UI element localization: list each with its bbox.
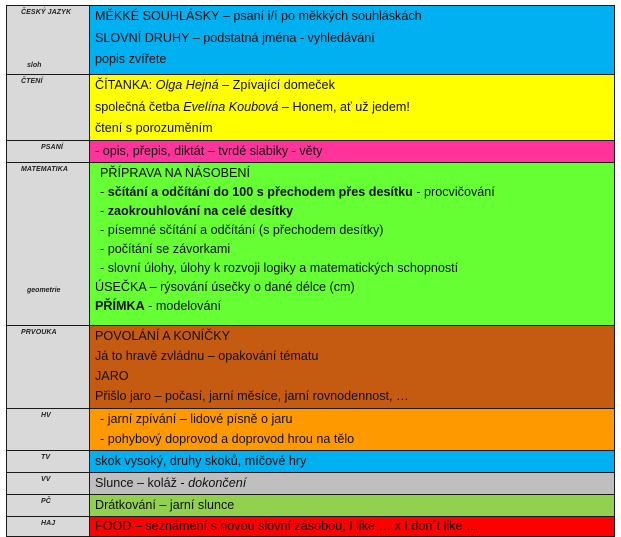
content-line [90,473,614,493]
content-line: JARO [95,368,129,383]
author-name: Olga Hejná [155,78,219,92]
row-hv [7,408,615,450]
content-cell [90,162,615,325]
subject-name: HAJ [41,519,56,527]
text: Slunce – koláž - [95,475,189,490]
content-cell [90,494,615,516]
content-cell [90,325,615,408]
content-cell [90,516,615,536]
content-line: FOOD – seznámení s novou slovní zásobou, I like … x I don´t like … [95,518,479,533]
content-line: skok vysoký, druhy skoků, míčové hry [95,453,307,468]
subject-cell [7,6,90,75]
subject-cell [7,450,90,472]
content-line: POVOLÁNÍ A KONÍČKY [95,328,231,343]
content-line: ÚSEČKA – rýsování úsečky o dané délce (cm) [95,279,355,294]
subject-cell [7,408,90,450]
content-line: - písemné sčítání a odčítání (s přechodem desítky) [100,222,384,237]
content-line [90,97,614,119]
subject-subtitle: geometrie [27,286,61,294]
row-cesky-jazyk [7,6,615,75]
content-line: SLOVNÍ DRUHY – podstatná jména - vyhledávání [95,30,375,45]
content-line: popis zvířete [95,52,167,66]
bold-text: zaokrouhlování na celé desítky [107,203,294,218]
text: - [100,184,108,199]
content-line: - opis, přepis, diktát – tvrdé slabiky - věty [95,143,323,158]
subject-name: PČ [41,497,51,505]
content-line: PŘÍPRAVA NA NÁSOBENÍ [100,165,251,180]
content-cell [90,75,615,141]
subject-cell [7,75,90,141]
subject-cell [7,162,90,325]
row-tv [7,450,615,472]
subject-name: PSANÍ [41,143,63,151]
bold-text: sčítání a odčítání do 100 s přechodem přes desítku [107,184,413,199]
content-line: čtení s porozuměním [95,121,213,135]
text: – Zpívající domeček [218,78,335,92]
subject-name: PRVOUKA [21,328,57,336]
text: - [100,203,108,218]
subject-cell [7,516,90,536]
row-haj [7,516,615,536]
subject-cell [7,494,90,516]
content-line [90,183,614,202]
content-line: Já to hravě zvládnu – opakování tématu [95,348,319,363]
author-name: Evelína Koubová [183,99,279,114]
subject-cell [7,325,90,408]
text: ČÍTANKA: [95,78,156,92]
content-line: Drátkování – jarní slunce [95,497,235,512]
content-line [90,75,614,97]
bold-text: PŘÍMKA [95,298,145,313]
content-line: - jarní zpívání – lidové písně o jaru [100,411,293,426]
text: společná četba [95,99,184,114]
content-cell [90,450,615,472]
subject-name: MATEMATIKA [21,165,69,173]
subject-subtitle: sloh [27,62,42,69]
text: – Honem, ať už jedem! [278,99,410,114]
content-line: MĚKKÉ SOUHLÁSKY – psaní i/í po měkkých souhláskách [95,9,422,23]
text: - procvičování [412,184,495,199]
content-line: Přišlo jaro – počasí, jarní měsíce, jarní rovnodennost, … [95,388,409,403]
subject-name: HV [41,411,51,419]
content-line: - slovní úlohy, úlohy k rozvoji logiky a matematických schopností [100,260,459,275]
content-line: - počítání se závorkami [100,241,231,256]
italic-text: dokončení [188,475,247,490]
content-line [90,297,614,316]
row-cteni [7,75,615,141]
text: - modelování [144,298,221,313]
weekly-plan-table [6,5,615,537]
content-cell [90,472,615,494]
content-cell [90,6,615,75]
subject-cell [7,140,90,162]
subject-name: ČTENÍ [21,78,43,85]
row-prvouka [7,325,615,408]
content-line: - pohybový doprovod a doprovod hrou na tělo [100,431,355,446]
row-pc [7,494,615,516]
row-vv [7,472,615,494]
subject-cell [7,472,90,494]
row-matematika [7,162,615,325]
subject-name: VV [41,475,51,483]
content-cell [90,408,615,450]
subject-name: TV [41,453,51,461]
content-line [90,202,614,221]
content-cell [90,140,615,162]
row-psani [7,140,615,162]
subject-name: ČESKÝ JAZYK [21,9,72,16]
